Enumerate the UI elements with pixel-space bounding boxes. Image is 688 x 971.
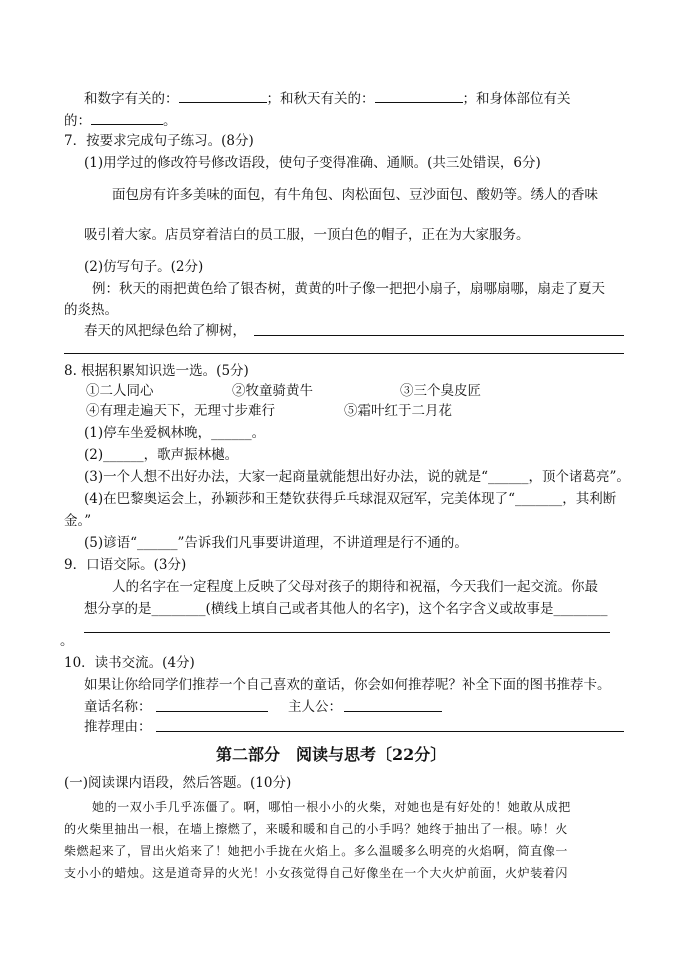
blank-body-related[interactable] xyxy=(91,110,163,125)
label-body-tail: 的： xyxy=(64,113,91,129)
q7-prompt: 春天的风把绿色给了柳树， xyxy=(84,323,246,339)
q7-example-line1: 例：秋天的雨把黄色给了银杏树，黄黄的叶子像一把把小扇子，扇哪扇哪，扇走了夏天 xyxy=(92,281,605,297)
label-body-related: ；和身体部位有关 xyxy=(462,91,571,107)
q8-item-5: (5)谚语“______”告诉我们凡事要讲道理，不讲道理是行不通的。 xyxy=(84,535,468,551)
q8-item-4-line1: (4)在巴黎奥运会上，孙颖莎和王楚钦获得乒乓球混双冠军，完美体现了“_______，其利断 xyxy=(84,491,617,507)
q7-sub2: (2)仿写句子。(2分) xyxy=(84,259,204,275)
q10-hero-blank[interactable] xyxy=(344,711,442,712)
label-number-related: 和数字有关的： xyxy=(84,91,179,107)
q8-title: 8. 根据积累知识选一选。(5分) xyxy=(64,363,249,379)
q7-sub1: (1)用学过的修改符号修改语段，使句子变得准确、通顺。(共三处错误，6分) xyxy=(84,155,541,171)
q9-line2: 想分享的是________(横线上填自己或者其他人的名字)，这个名字含义或故事是________ xyxy=(84,601,608,617)
q8-item-4-line2: 金。” xyxy=(64,513,92,529)
q7-example-line2: 的炎热。 xyxy=(64,302,118,318)
q8-item-1: (1)停车坐爱枫林晚，______。 xyxy=(84,425,266,441)
q8-item-3: (3)一个人想不出好办法，大家一起商量就能想出好办法，说的就是“______，顶个诸葛亮”。 xyxy=(84,469,630,485)
q7-answer-line1[interactable] xyxy=(254,335,624,336)
q10-reason-blank[interactable] xyxy=(156,731,624,732)
q9-answer-line[interactable] xyxy=(84,632,610,633)
q7-paragraph-line1: 面包房有许多美味的面包，有牛角包、肉松面包、豆沙面包、酸奶等。绣人的香味 xyxy=(112,187,598,203)
q8-option-2: ②牧童骑黄牛 xyxy=(232,383,313,399)
fill-line-body xyxy=(64,110,177,130)
passage-line-3: 柴燃起来了，冒出火焰来了！她把小手拢在火焰上。多么温暖多么明亮的火焰啊，简直像一 xyxy=(64,844,569,858)
q8-option-3: ③三个臭皮匠 xyxy=(400,383,481,399)
part-two-title: 第二部分 阅读与思考〔22分〕 xyxy=(216,745,447,764)
period: 。 xyxy=(163,113,177,129)
passage-line-2: 的火柴里抽出一根，在墙上擦燃了，来暖和暖和自己的小手吗？她终于抽出了一根。哧！火 xyxy=(64,822,569,836)
q7-title: 7．按要求完成句子练习。(8分) xyxy=(64,133,254,149)
q10-reason-label: 推荐理由： xyxy=(84,719,152,735)
passage-line-4: 支小小的蜡烛。这是道奇异的火光！小女孩觉得自己好像坐在一个大火炉前面，火炉装着闪 xyxy=(64,866,569,880)
q10-name-blank[interactable] xyxy=(156,711,268,712)
q7-paragraph-line2: 吸引着大家。店员穿着洁白的员工服，一顶白色的帽子，正在为大家服务。 xyxy=(84,227,530,243)
q9-end-period: 。 xyxy=(60,633,74,649)
q8-item-2: (2)______，歌声振林樾。 xyxy=(84,447,239,463)
q10-line1: 如果让你给同学们推荐一个自己喜欢的童话，你会如何推荐呢？补全下面的图书推荐卡。 xyxy=(84,677,611,693)
q8-option-1: ①二人同心 xyxy=(86,383,154,399)
q10-title: 10．读书交流。(4分) xyxy=(64,655,195,671)
q8-option-4: ④有理走遍天下，无理寸步难行 xyxy=(86,403,275,419)
q8-option-5: ⑤霜叶红于二月花 xyxy=(344,403,452,419)
q9-line1: 人的名字在一定程度上反映了父母对孩子的期待和祝福，今天我们一起交流。你最 xyxy=(112,579,598,595)
q10-name-label: 童话名称： xyxy=(84,699,152,715)
q7-answer-line2[interactable] xyxy=(64,353,624,354)
fill-line-categories xyxy=(84,88,571,108)
q9-title: 9．口语交际。(3分) xyxy=(64,557,187,573)
blank-number-related[interactable] xyxy=(179,88,267,103)
q10-hero-label: 主人公： xyxy=(288,699,342,715)
section-one-heading: (一)阅读课内语段，然后答题。(10分) xyxy=(64,775,292,791)
passage-line-1: 她的一双小手几乎冻僵了。啊，哪怕一根小小的火柴，对她也是有好处的！她敢从成把 xyxy=(92,800,571,814)
blank-autumn-related[interactable] xyxy=(375,88,463,103)
label-autumn-related: ；和秋天有关的： xyxy=(266,91,375,107)
